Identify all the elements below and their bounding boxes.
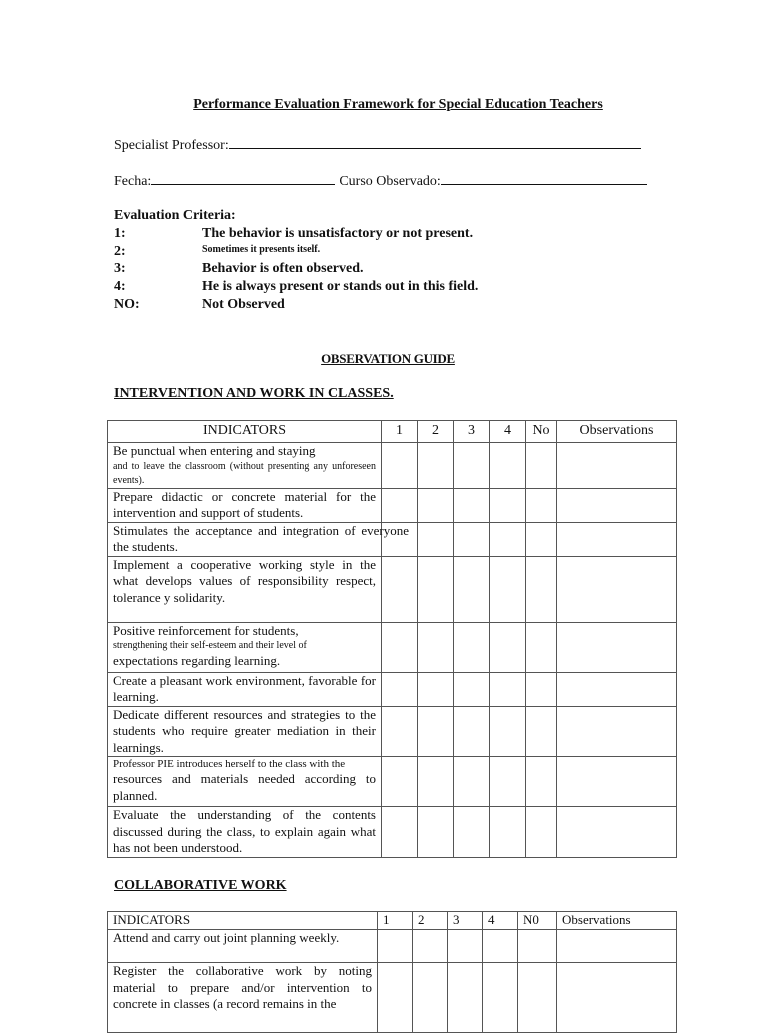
indicator-text-small: Professor PIE introduces herself to the class with the: [113, 758, 346, 770]
score-4-cell[interactable]: [483, 963, 518, 1033]
specialist-professor-label: Specialist Professor:: [114, 138, 229, 153]
observations-cell[interactable]: [557, 556, 677, 622]
observations-cell[interactable]: [557, 443, 677, 489]
header-indicators: INDICATORS: [108, 912, 378, 930]
indicator-text: Register the collaborative work by noting material to prepare and/or intervention to concrete in classes (a record remains in the: [108, 963, 378, 1033]
score-2-cell[interactable]: [418, 488, 454, 522]
observations-cell[interactable]: [557, 522, 677, 556]
score-3-cell[interactable]: [454, 807, 490, 858]
score-2-cell[interactable]: [413, 963, 448, 1033]
curso-observado-blank[interactable]: [441, 172, 647, 185]
not-observed-cell[interactable]: [526, 443, 557, 489]
not-observed-cell[interactable]: [526, 622, 557, 672]
score-4-cell[interactable]: [490, 672, 526, 706]
score-1-cell[interactable]: [382, 488, 418, 522]
criteria-key-1: 1:: [114, 226, 126, 241]
observations-cell[interactable]: [557, 930, 677, 963]
specialist-professor-blank[interactable]: [229, 136, 641, 149]
indicator-text: Attend and carry out joint planning weekly.: [108, 930, 378, 963]
score-1-cell[interactable]: [378, 930, 413, 963]
fecha-label: Fecha:: [114, 174, 152, 189]
indicator-text-small: and to leave the classroom (without presenting any unforeseen events).: [113, 460, 376, 486]
score-1-cell[interactable]: [382, 622, 418, 672]
indicator-text-small: strengthening their self-esteem and their level of: [113, 640, 307, 651]
score-3-cell[interactable]: [454, 757, 490, 807]
score-3-cell[interactable]: [454, 488, 490, 522]
header-score-4: 4: [483, 912, 518, 930]
observations-cell[interactable]: [557, 672, 677, 706]
indicator-text-continued: expectations regarding learning.: [113, 653, 281, 668]
score-4-cell[interactable]: [490, 488, 526, 522]
score-4-cell[interactable]: [483, 930, 518, 963]
indicator-text: Dedicate different resources and strategies to the students who require greater mediation in their learnings.: [108, 706, 382, 757]
header-score-3: 3: [448, 912, 483, 930]
score-4-cell[interactable]: [490, 757, 526, 807]
observations-cell[interactable]: [557, 807, 677, 858]
score-3-cell[interactable]: [454, 556, 490, 622]
header-observations: Observations: [557, 421, 677, 443]
not-observed-cell[interactable]: [526, 706, 557, 757]
table-row: [108, 706, 677, 757]
indicator-cell: [108, 622, 382, 672]
score-4-cell[interactable]: [490, 522, 526, 556]
table-header-row: [108, 421, 677, 443]
criteria-key-no: NO:: [114, 297, 140, 312]
observations-cell[interactable]: [557, 622, 677, 672]
table-row: [108, 556, 677, 622]
criteria-text-4: He is always present or stands out in this field.: [202, 279, 479, 294]
collaborative-work-heading: COLLABORATIVE WORK: [114, 878, 287, 893]
not-observed-cell[interactable]: [526, 522, 557, 556]
table-row: [108, 488, 677, 522]
score-2-cell[interactable]: [418, 757, 454, 807]
indicator-text: Create a pleasant work environment, favorable for learning.: [108, 672, 382, 706]
intervention-indicators-table: [107, 420, 677, 858]
score-3-cell[interactable]: [454, 443, 490, 489]
header-score-2: 2: [413, 912, 448, 930]
header-not-observed: No: [526, 421, 557, 443]
criteria-text-1: The behavior is unsatisfactory or not present.: [202, 226, 474, 241]
criteria-text-3: Behavior is often observed.: [202, 261, 364, 276]
table-row: [108, 672, 677, 706]
score-2-cell[interactable]: [418, 706, 454, 757]
criteria-text-no: Not Observed: [202, 297, 285, 312]
header-score-2: 2: [418, 421, 454, 443]
not-observed-cell[interactable]: [526, 488, 557, 522]
indicator-text: Positive reinforcement for students,: [113, 622, 299, 638]
indicator-cell: [108, 443, 382, 489]
curso-observado-label: Curso Observado:: [339, 174, 441, 189]
table-row: [108, 522, 677, 556]
observation-guide-heading: OBSERVATION GUIDE: [321, 351, 455, 366]
not-observed-cell[interactable]: [526, 672, 557, 706]
indicator-cell: [108, 522, 409, 556]
table-row: [108, 622, 677, 672]
intervention-section-heading: INTERVENTION AND WORK IN CLASSES.: [114, 386, 394, 401]
score-1-cell[interactable]: [382, 807, 418, 858]
criteria-key-2: 2:: [114, 244, 126, 259]
score-1-cell[interactable]: [382, 443, 418, 489]
score-4-cell[interactable]: [490, 443, 526, 489]
indicator-text: Evaluate the understanding of the contents discussed during the class, to explain again what has not been understood.: [108, 807, 382, 858]
criteria-key-3: 3:: [114, 261, 126, 276]
score-1-cell[interactable]: [382, 706, 418, 757]
observations-cell[interactable]: [557, 488, 677, 522]
header-score-3: 3: [454, 421, 490, 443]
score-2-cell[interactable]: [413, 930, 448, 963]
observations-cell[interactable]: [557, 706, 677, 757]
not-observed-cell[interactable]: [518, 963, 557, 1033]
score-4-cell[interactable]: [490, 622, 526, 672]
score-3-cell[interactable]: [454, 522, 490, 556]
indicator-cell: [108, 757, 382, 807]
fecha-blank[interactable]: [151, 172, 335, 185]
indicator-text: Be punctual when entering and staying: [113, 443, 316, 458]
score-2-cell[interactable]: [418, 807, 454, 858]
header-indicators: INDICATORS: [108, 421, 382, 443]
score-3-cell[interactable]: [448, 930, 483, 963]
indicator-text: Implement a cooperative working style in the what develops values of responsibility respect, tolerance y solidarity.: [108, 556, 382, 622]
not-observed-cell[interactable]: [518, 930, 557, 963]
score-1-cell[interactable]: [378, 963, 413, 1033]
score-2-cell[interactable]: [418, 672, 454, 706]
table-row: [108, 443, 677, 489]
table-header-row: [108, 912, 677, 930]
date-course-fields: [114, 172, 647, 190]
table-row: [108, 930, 677, 963]
indicator-text: Prepare didactic or concrete material for the intervention and support of students.: [108, 488, 382, 522]
header-score-1: 1: [378, 912, 413, 930]
score-3-cell[interactable]: [454, 706, 490, 757]
criteria-text-2: Sometimes it presents itself.: [202, 244, 321, 255]
score-2-cell[interactable]: [418, 556, 454, 622]
score-3-cell[interactable]: [454, 672, 490, 706]
indicator-text: resources and materials needed according to planned.: [113, 771, 376, 803]
header-not-observed: N0: [518, 912, 557, 930]
indicator-text: Stimulates the acceptance and integration of everyone the students.: [113, 522, 409, 554]
score-2-cell[interactable]: [418, 522, 454, 556]
not-observed-cell[interactable]: [526, 556, 557, 622]
observations-cell[interactable]: [557, 757, 677, 807]
score-2-cell[interactable]: [418, 622, 454, 672]
score-4-cell[interactable]: [490, 706, 526, 757]
score-4-cell[interactable]: [490, 556, 526, 622]
score-1-cell[interactable]: [382, 757, 418, 807]
score-1-cell[interactable]: [382, 672, 418, 706]
criteria-key-4: 4:: [114, 279, 126, 294]
not-observed-cell[interactable]: [526, 807, 557, 858]
specialist-professor-field[interactable]: [114, 136, 641, 154]
score-2-cell[interactable]: [418, 443, 454, 489]
observations-cell[interactable]: [557, 963, 677, 1033]
document-title: Performance Evaluation Framework for Special Education Teachers: [193, 97, 603, 112]
header-observations: Observations: [557, 912, 677, 930]
score-4-cell[interactable]: [490, 807, 526, 858]
score-1-cell[interactable]: [382, 556, 418, 622]
table-row: [108, 963, 677, 1033]
not-observed-cell[interactable]: [526, 757, 557, 807]
score-3-cell[interactable]: [448, 963, 483, 1033]
collaborative-work-table: [107, 911, 677, 1033]
header-score-4: 4: [490, 421, 526, 443]
score-3-cell[interactable]: [454, 622, 490, 672]
header-score-1: 1: [382, 421, 418, 443]
table-row: [108, 757, 677, 807]
table-row: [108, 807, 677, 858]
criteria-heading: Evaluation Criteria:: [114, 208, 236, 223]
